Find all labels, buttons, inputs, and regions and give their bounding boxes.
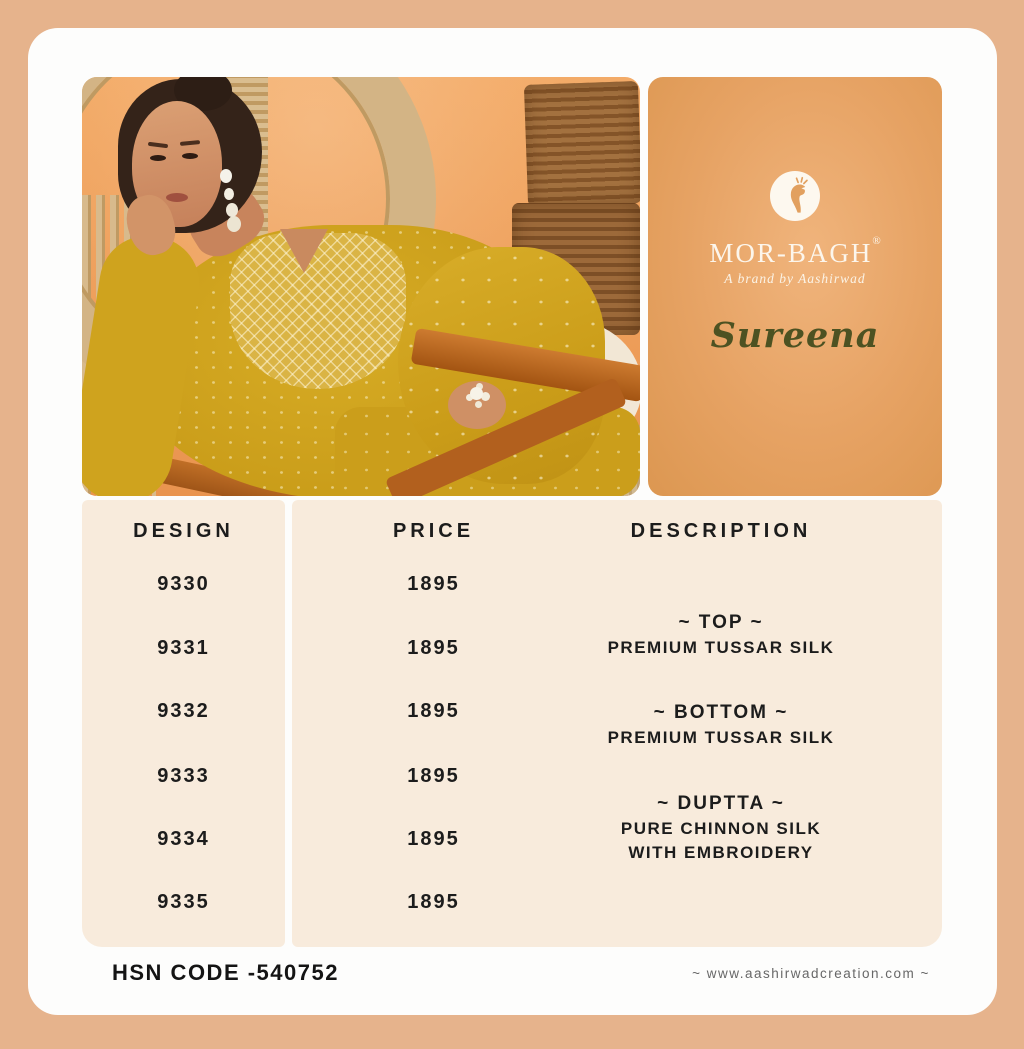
design-cell: 9330 [157,573,210,595]
peacock-icon [770,171,820,221]
description-title: ~ DUPTTA ~ [657,793,785,814]
collection-name: Sureena [710,315,880,356]
registered-mark: ® [872,235,881,247]
product-photo [82,77,640,496]
price-column-header: PRICE [392,520,475,542]
design-cell: 9331 [157,637,210,659]
design-cell: 9335 [157,891,210,913]
description-column-header: DESCRIPTION [630,520,812,542]
description-title: ~ BOTTOM ~ [653,702,789,723]
price-cell: 1895 [407,573,460,595]
website-url: ~ www.aashirwadcreation.com ~ [692,966,930,981]
lips [166,193,188,202]
eye-right [182,153,198,159]
description-line: WITH EMBROIDERY [628,843,814,862]
brand-name-text: MOR-BAGH [709,238,873,268]
description-line: PREMIUM TUSSAR SILK [607,728,835,747]
design-cell: 9334 [157,828,210,850]
price-cell: 1895 [407,700,460,722]
brand-panel [648,77,942,496]
footer [28,500,997,1015]
price-cell: 1895 [407,891,460,913]
brand-name [648,235,942,269]
description-line: PURE CHINNON SILK [620,819,822,838]
price-cell: 1895 [407,637,460,659]
design-cell: 9333 [157,765,210,787]
design-cell: 9332 [157,700,210,722]
flower-ring [470,387,483,400]
description-title: ~ TOP ~ [678,612,764,633]
eye-left [150,155,166,161]
hsn-code: HSN CODE -540752 [112,960,339,985]
pearl-earring [220,169,232,183]
price-cell: 1895 [407,828,460,850]
catalog-card [28,28,997,1015]
brand-tagline: A brand by Aashirwad [724,271,866,286]
jute-basket-top [524,81,640,207]
description-line: PREMIUM TUSSAR SILK [607,638,835,657]
price-cell: 1895 [407,765,460,787]
embroidered-yoke [230,233,406,389]
design-column-header: DESIGN [133,520,234,542]
